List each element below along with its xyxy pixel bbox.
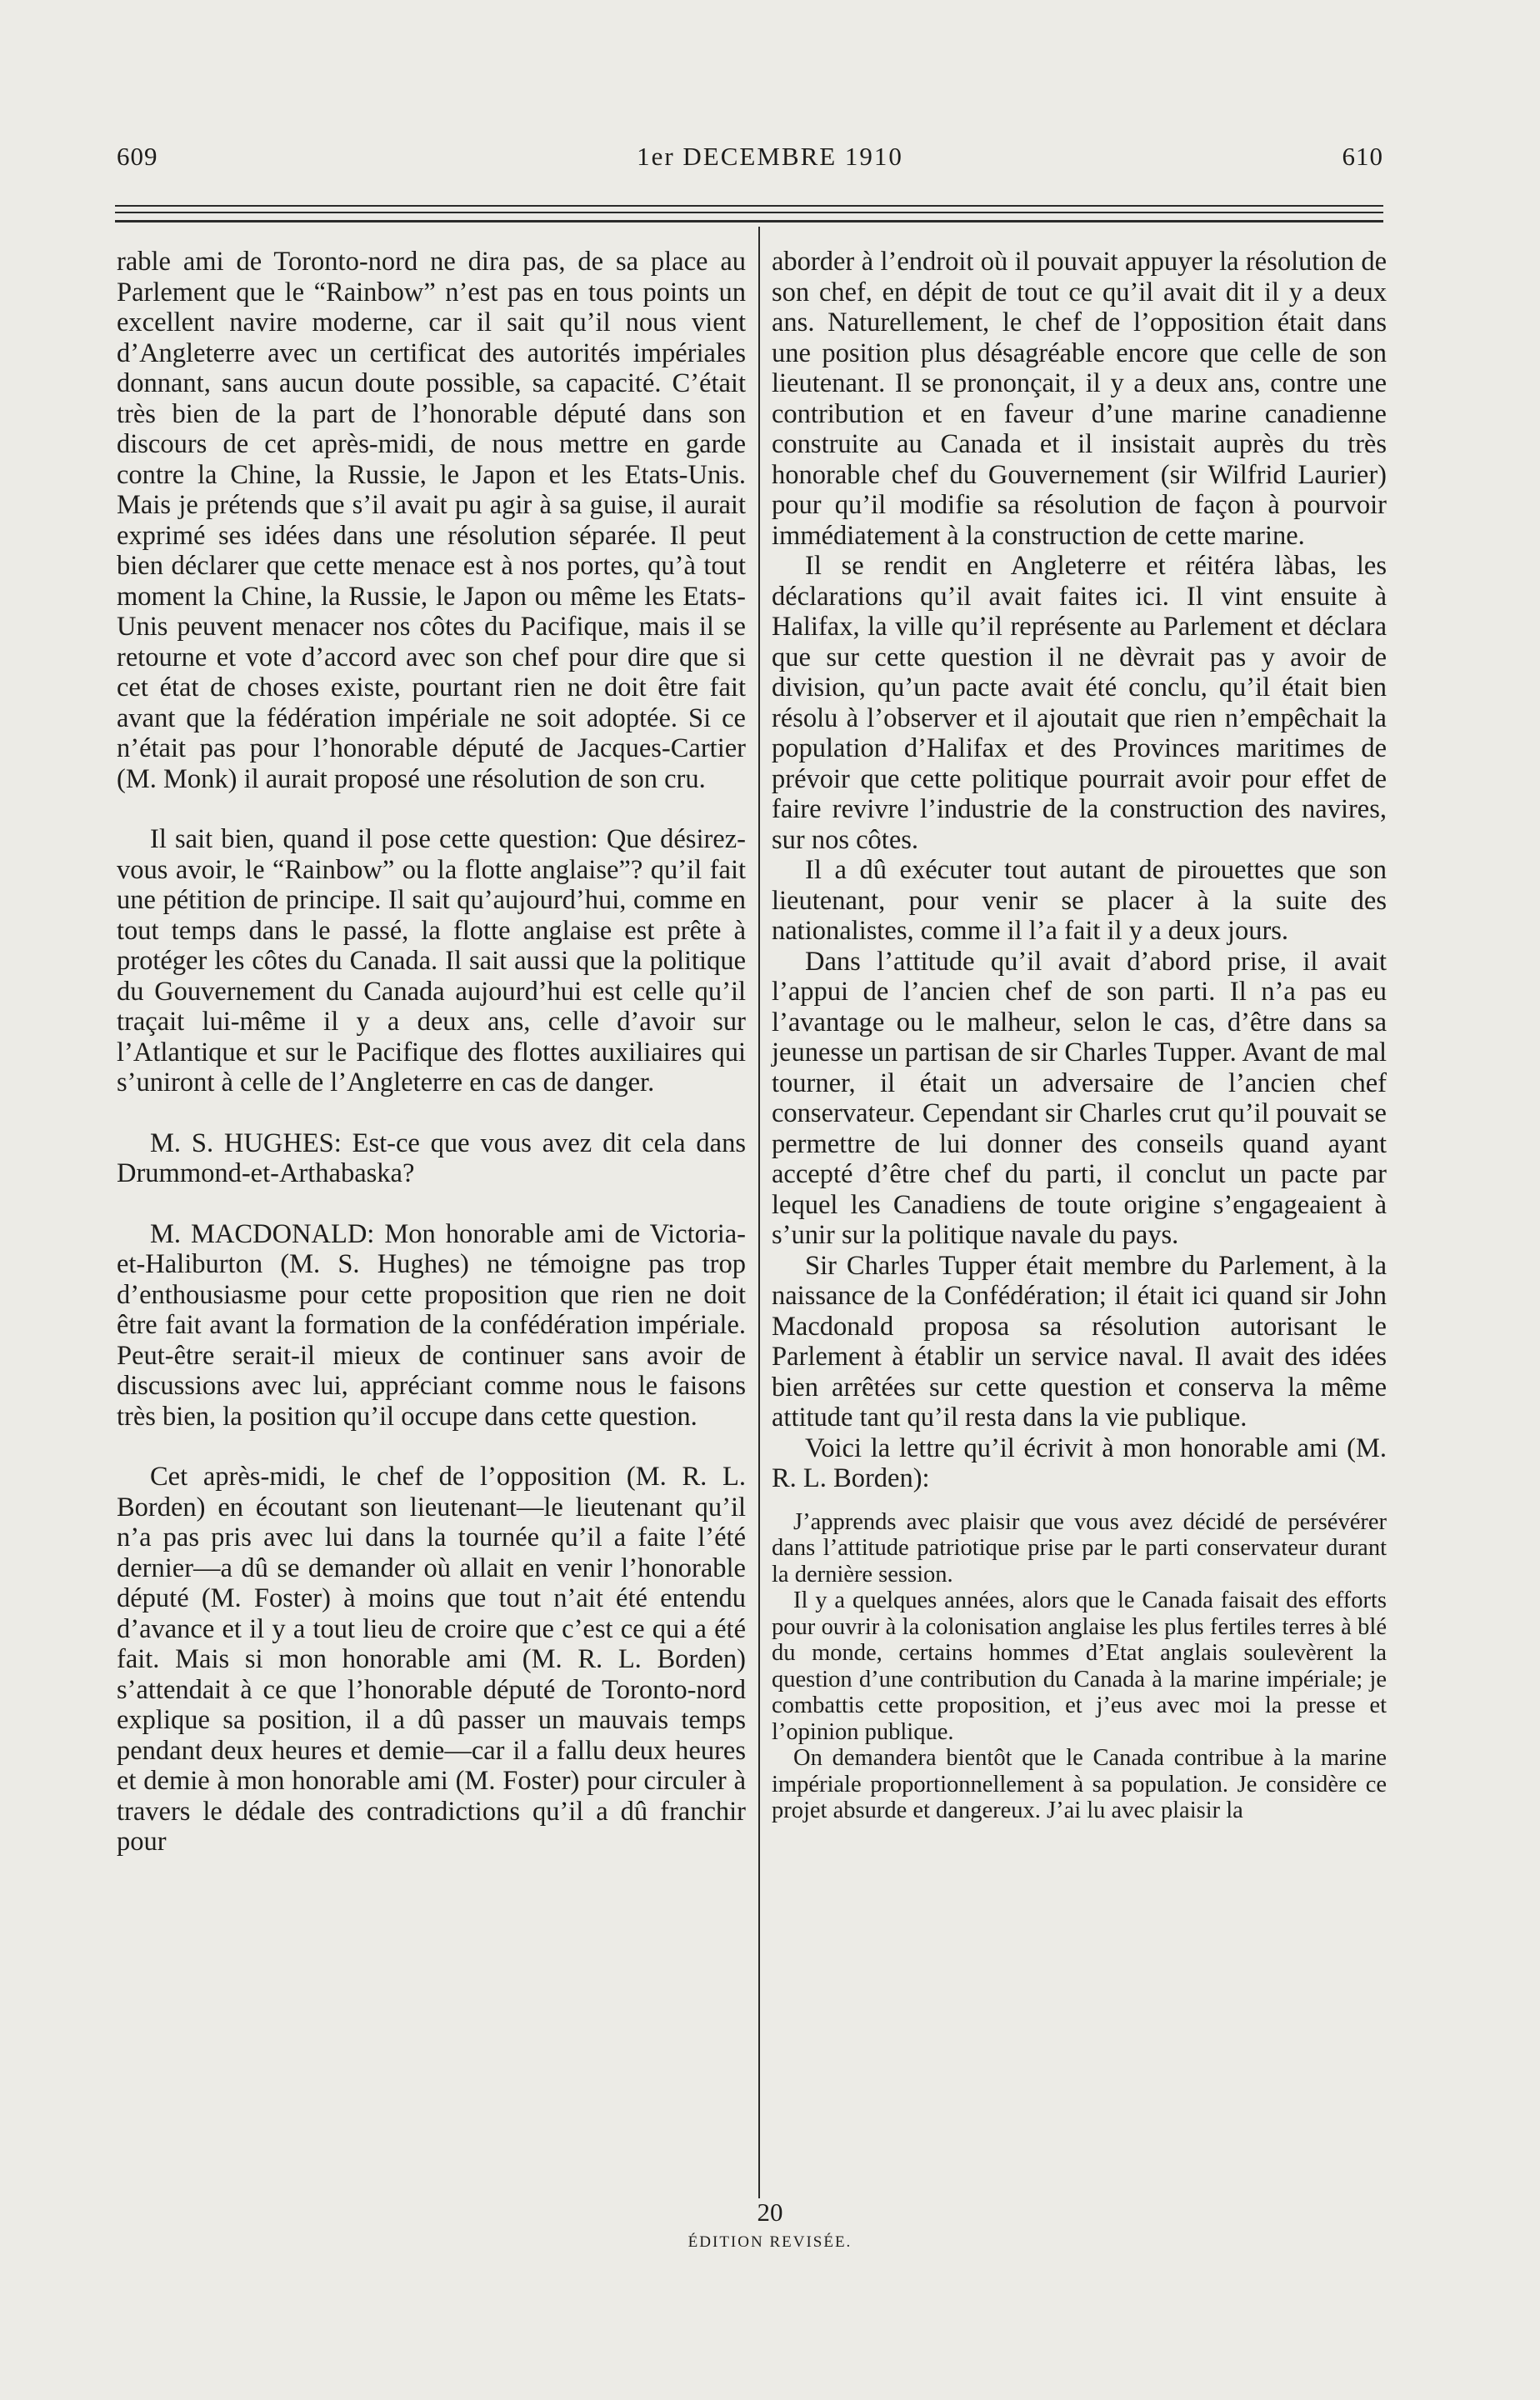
- paragraph: Dans l’attitude qu’il avait d’abord prise, il avait l’appui de l’ancien chef de son parti. Il n’a pas eu l’avantage ou le malheur, selon le cas, d’être dans sa jeunesse un partisan de sir Charles Tupper. Avant de mal tourner, il était un adversaire de l’ancien chef conservateur. Cependant sir Charles crut qu’il pouvait se permettre de lui donner des conseils quand ayant accepté d’être chef du parti, il conclut un pacte par lequel les Canadiens de toute origine s’engageaient à s’unir sur la politique navale du pays.: [772, 946, 1387, 1250]
- paragraph: rable ami de Toronto-nord ne dira pas, de sa place au Parlement que le “Rainbow” n’est pas en tous points un excellent navire moderne, car il sait qu’il nous vient d’Angleterre avec un certificat des autorités impériales donnant, sans aucun doute possible, sa capacité. C’était très bien de la part de l’honorable député dans son discours de cet après-midi, de nous mettre en garde contre la Chine, la Russie, le Japon et les Etats-Unis. Mais je prétends que s’il avait pu agir à sa guise, il aurait exprimé ses idées dans une résolution séparée. Il peut bien déclarer que cette menace est à nos portes, qu’à tout moment la Chine, la Russie, le Japon ou même les Etats-Unis peuvent menacer nos côtes du Pacifique, mais il se retourne et vote d’accord avec son chef pour dire que si cet état de choses existe, pourtant rien ne doit être fait avant que la fédération impériale ne soit adoptée. Si ce n’était pas pour l’honorable député de Jacques-Cartier (M. Monk) il aurait proposé une résolution de son cru.: [117, 247, 746, 794]
- letter-paragraph: Il y a quelques années, alors que le Canada faisait des efforts pour ouvrir à la colonisation anglaise les plus fertiles terres à blé du monde, certains hommes d’Etat anglais soulevèrent la question d’une contribution du Canada à la marine impériale; je combattis cette proposition, et j’eus avec moi la presse et l’opinion publique.: [772, 1588, 1387, 1745]
- edition-note: ÉDITION REVISÉE.: [688, 2233, 852, 2251]
- header-rule: [115, 220, 1383, 222]
- letter-paragraph: J’apprends avec plaisir que vous avez décidé de persévérer dans l’attitude patriotique prise par le parti conservateur durant la dernière session.: [772, 1508, 1387, 1588]
- speaker-paragraph: M. MACDONALD: Mon honorable ami de Victoria-et-Haliburton (M. S. Hughes) ne témoigne pas trop d’enthousiasme pour cette proposition que rien ne doit être fait avant la formation de la confédération impériale. Peut-être serait-il mieux de continuer sans avoir de discussions avec lui, appréciant comme nous le faisons très bien, la position qu’il occupe dans cette question.: [117, 1218, 746, 1432]
- paragraph: Cet après-midi, le chef de l’opposition (M. R. L. Borden) en écoutant son lieutenant—le lieutenant qu’il n’a pas pris avec lui dans la tournée qu’il a faite l’été dernier—a dû se demander où allait en venir l’honorable député (M. Foster) à moins que tout n’ait été entendu d’avance et il y a tout lieu de croire que c’est ce qui a été fait. Mais si mon honorable ami (M. R. L. Borden) s’attendait à ce que l’honorable député de Toronto-nord explique sa position, il a dû passer un mauvais temps pendant deux heures et demie—car il a fallu deux heures et demie à mon honorable ami (M. Foster) pour circuler à travers le dédale des contradictions qu’il a dû franchir pour: [117, 1462, 746, 1857]
- signature-number: 20: [757, 2198, 783, 2227]
- right-column: [772, 247, 1387, 1824]
- page-number-right: 610: [1342, 142, 1383, 171]
- paragraph: Il a dû exécuter tout autant de pirouettes que son lieutenant, pour venir se placer à la suite des nationalistes, comme il l’a fait il y a deux jours.: [772, 855, 1387, 946]
- paragraph: Il se rendit en Angleterre et réitéra làbas, les déclarations qu’il avait faites ici. Il vint ensuite à Halifax, la ville qu’il représente au Parlement et déclara que sur cette question il ne dèvrait pas y avoir de division, qu’un pacte avait été conclu, qu’il était bien résolu à l’observer et il ajoutait que rien n’empêchait la population d’Halifax et des Provinces maritimes de prévoir que cette politique pourrait avoir pour effet de faire revivre l’industrie de la construction des navires, sur nos côtes.: [772, 551, 1387, 855]
- speaker-interjection: M. S. HUGHES: Est-ce que vous avez dit cela dans Drummond-et-Arthabaska?: [117, 1128, 746, 1188]
- paragraph: Il sait bien, quand il pose cette question: Que désirez-vous avoir, le “Rainbow” ou la flotte anglaise”? qu’il fait une pétition de principe. Il sait qu’aujourd’hui, comme en tout temps dans le passé, la flotte anglaise est prête à protéger les côtes du Canada. Il sait aussi que la politique du Gouvernement du Canada aujourd’hui est celle qu’il traçait lui-même il y a deux ans, celle d’avoir sur l’Atlantique et sur le Pacifique des flottes auxiliaires qui s’uniront à celle de l’Angleterre en cas de danger.: [117, 824, 746, 1098]
- header-rule: [115, 212, 1383, 213]
- page-date-title: 1er DECEMBRE 1910: [637, 142, 903, 171]
- letter-paragraph: On demandera bientôt que le Canada contribue à la marine impériale proportionnellement à sa population. Je considère ce projet absurde et dangereux. J’ai lu avec plaisir la: [772, 1745, 1387, 1823]
- quoted-letter: [772, 1509, 1387, 1824]
- page-number-left: 609: [117, 142, 158, 171]
- header-rule: [115, 205, 1383, 207]
- paragraph: aborder à l’endroit où il pouvait appuyer la résolution de son chef, en dépit de tout ce qu’il avait dit il y a deux ans. Naturellement, le chef de l’opposition était dans une position plus désagréable encore que celle de son lieutenant. Il se prononçait, il y a deux ans, contre une contribution et en faveur d’une marine canadienne construite au Canada et il insistait auprès du très honorable chef du Gouvernement (sir Wilfrid Laurier) pour qu’il modifie sa résolution de façon à pourvoir immédiatement à la construction de cette marine.: [772, 247, 1387, 551]
- paragraph: Sir Charles Tupper était membre du Parlement, à la naissance de la Confédération; il était ici quand sir John Macdonald proposa sa résolution autorisant le Parlement à établir un service naval. Il avait des idées bien arrêtées sur cette question et conserva la même attitude tant qu’il resta dans la vie publique.: [772, 1250, 1387, 1432]
- left-column: [117, 247, 746, 1858]
- paragraph: Voici la lettre qu’il écrivit à mon honorable ami (M. R. L. Borden):: [772, 1432, 1387, 1493]
- column-divider: [758, 227, 760, 2198]
